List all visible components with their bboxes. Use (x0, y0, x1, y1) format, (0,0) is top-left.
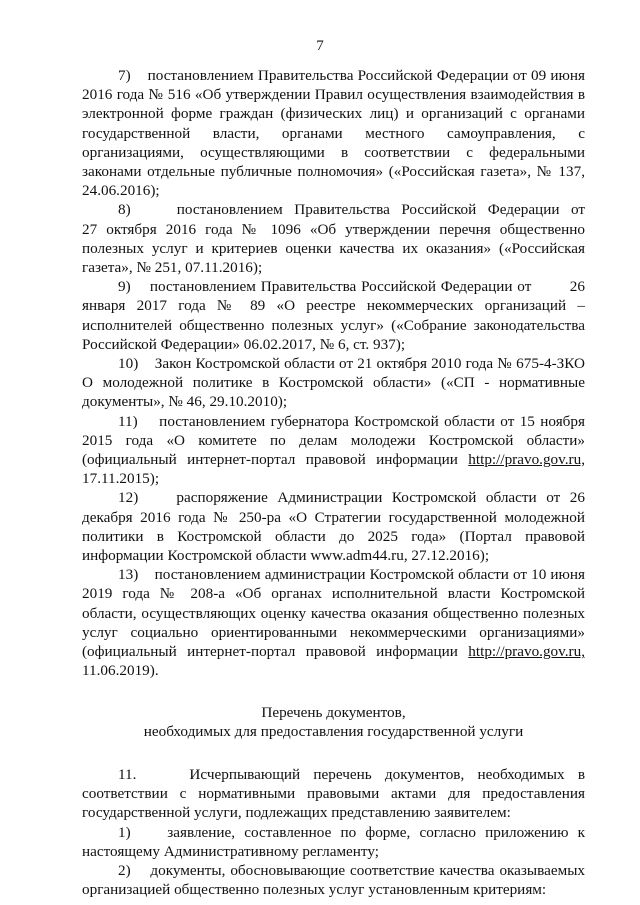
list-item-11 (82, 412, 585, 489)
clause-11-item-1: 1) заявление, составленное по форме, согласно приложению к настоящему Административному регламенту; (82, 823, 585, 860)
list-item-13-text: 13) постановлением администрации Костромской области от 10 июня 2019 года № 208-а «Об органах исполнительной власти Костромской области, осуществляющих оценку качества оказания общественно полезных услуг социально ориентированными некоммерческими организациями» (официальный интернет-портал правовой информации (82, 566, 585, 661)
list-item-7: 7) постановлением Правительства Российской Федерации от 09 июня 2016 года № 516 «Об утверждении Правил осуществления взаимодействия в электронной форме граждан (физических лиц) и организаций с органами государственной власти, органами местного самоуправления, с организациями, осуществляющими в соответствии с федеральными законами отдельные публичные полномочия» («Российская газета», № 137, 24.06.2016); (82, 67, 585, 200)
list-item-12: 12) распоряжение Администрации Костромской области от 26 декабря 2016 года № 250-ра «О Стратегии государственной молодежной политики в Костромской области до 2025 года» (Портал правовой информации Костромской области www.adm44.ru, 27.12.2016); (82, 489, 585, 565)
section-heading (82, 703, 585, 741)
clause-11: 11. Исчерпывающий перечень документов, необходимых в соответствии с нормативными правовыми актами для предоставления государственной услуги, подлежащих представлению заявителем: (82, 765, 585, 822)
section-heading-line-2: необходимых для предоставления государственной услуги (143, 722, 524, 740)
page-number: 7 (316, 38, 324, 54)
list-item-10: 10) Закон Костромской области от 21 октября 2010 года № 675-4-ЗКО О молодежной политике в Костромской области» («СП - нормативные документы», № 46, 29.10.2010); (82, 355, 585, 411)
clause-11-item-2: 2) документы, обосновывающие соответствие качества оказываемых организацией общественно полезных услуг установленным критериям: (82, 861, 585, 899)
list-item-11-text: 11) постановлением губернатора Костромской области от 15 ноября 2015 года «О комитете по делам молодежи Костромской области» (официальный интернет-портал правовой информации (82, 412, 585, 469)
list-item-8: 8) постановлением Правительства Российской Федерации от 27 октября 2016 года № 1096 «Об утверждении перечня общественно полезных услуг и критериев оценки качества их оказания» («Российская газета», № 251, 07.11.2016); (82, 201, 585, 277)
document-body (82, 66, 585, 899)
list-item-13 (82, 565, 585, 680)
pravo-gov-link[interactable]: http://pravo.gov.ru, (468, 451, 585, 469)
list-item-13-date: 11.06.2019). (82, 662, 159, 680)
list-item-9: 9) постановлением Правительства Российской Федерации от 26 января 2017 года № 89 «О реестре некоммерческих организаций – исполнителей общественно полезных услуг» («Собрание законодательства Российской Федерации» 06.02.2017, № 6, ст. 937); (82, 278, 585, 353)
section-heading-line-1: Перечень документов, (261, 703, 406, 721)
pravo-gov-link[interactable]: http://pravo.gov.ru, (468, 643, 585, 661)
list-item-11-date: 17.11.2015); (82, 470, 160, 488)
